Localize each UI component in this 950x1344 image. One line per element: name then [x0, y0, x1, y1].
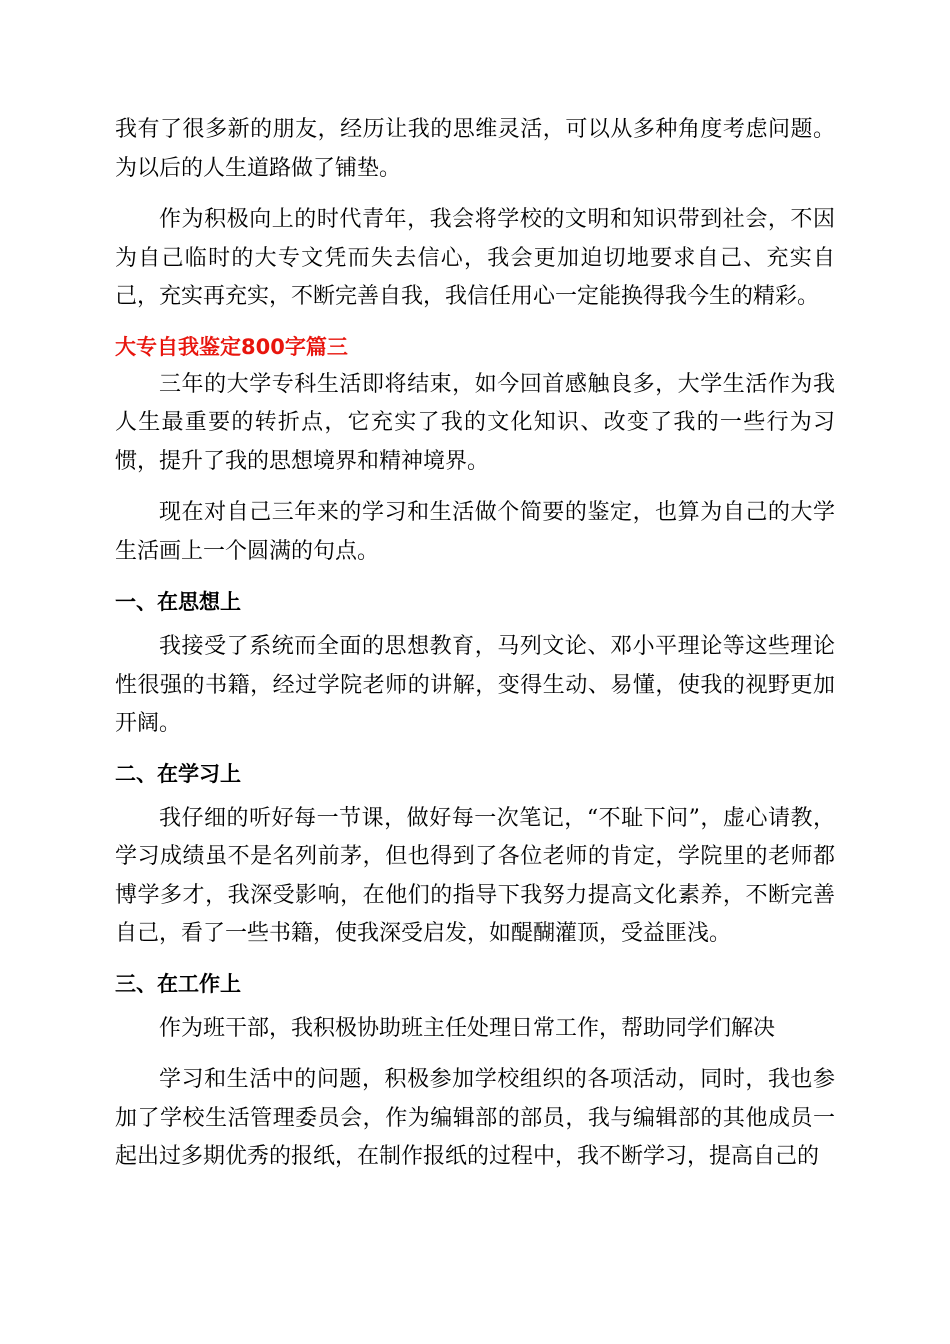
paragraph-6: 我仔细的听好每一节课，做好每一次笔记，“不耻下问”，虚心请教，学习成绩虽不是名列前茅，但也得到了各位老师的肯定，学院里的老师都博学多才，我深受影响，在他们的指导下我努力提高文化素养，不断完善自己，看了一些书籍，使我深受启发，如醍醐灌顶，受益匪浅。	[115, 805, 835, 946]
subheading-work: 三、在工作上	[115, 971, 241, 996]
paragraph-2: 作为积极向上的时代青年，我会将学校的文明和知识带到社会，不因为自己临时的大专文凭而失去信心，我会更加迫切地要求自己、充实自己，充实再充实，不断完善自我，我信任用心一定能换得我今生的精彩。	[115, 207, 835, 309]
subheading-thought: 一、在思想上	[115, 590, 241, 614]
subheading-study: 二、在学习上	[115, 761, 241, 786]
paragraph-8: 学习和生活中的问题，积极参加学校组织的各项活动，同时，我也参加了学校生活管理委员会，作为编辑部的部员，我与编辑部的其他成员一起出过多期优秀的报纸，在制作报纸的过程中，我不断学习，提高自己的	[115, 1067, 835, 1169]
document-body	[115, 111, 835, 1177]
paragraph-7: 作为班干部，我积极协助班主任处理日常工作，帮助同学们解决	[159, 1015, 776, 1041]
paragraph-5: 我接受了系统而全面的思想教育，马列文论、邓小平理论等这些理论性很强的书籍，经过学院老师的讲解，变得生动、易懂，使我的视野更加开阔。	[115, 634, 835, 736]
paragraph-4: 现在对自己三年来的学习和生活做个简要的鉴定，也算为自己的大学生活画上一个圆满的句点。	[115, 500, 835, 564]
section-title: 大专自我鉴定800字篇三	[115, 334, 348, 359]
paragraph-1: 我有了很多新的朋友，经历让我的思维灵活，可以从多种角度考虑问题。为以后的人生道路做了铺垫。	[115, 117, 835, 181]
paragraph-3: 三年的大学专科生活即将结束，如今回首感触良多，大学生活作为我人生最重要的转折点，它充实了我的文化知识、改变了我的一些行为习惯，提升了我的思想境界和精神境界。	[115, 371, 835, 474]
